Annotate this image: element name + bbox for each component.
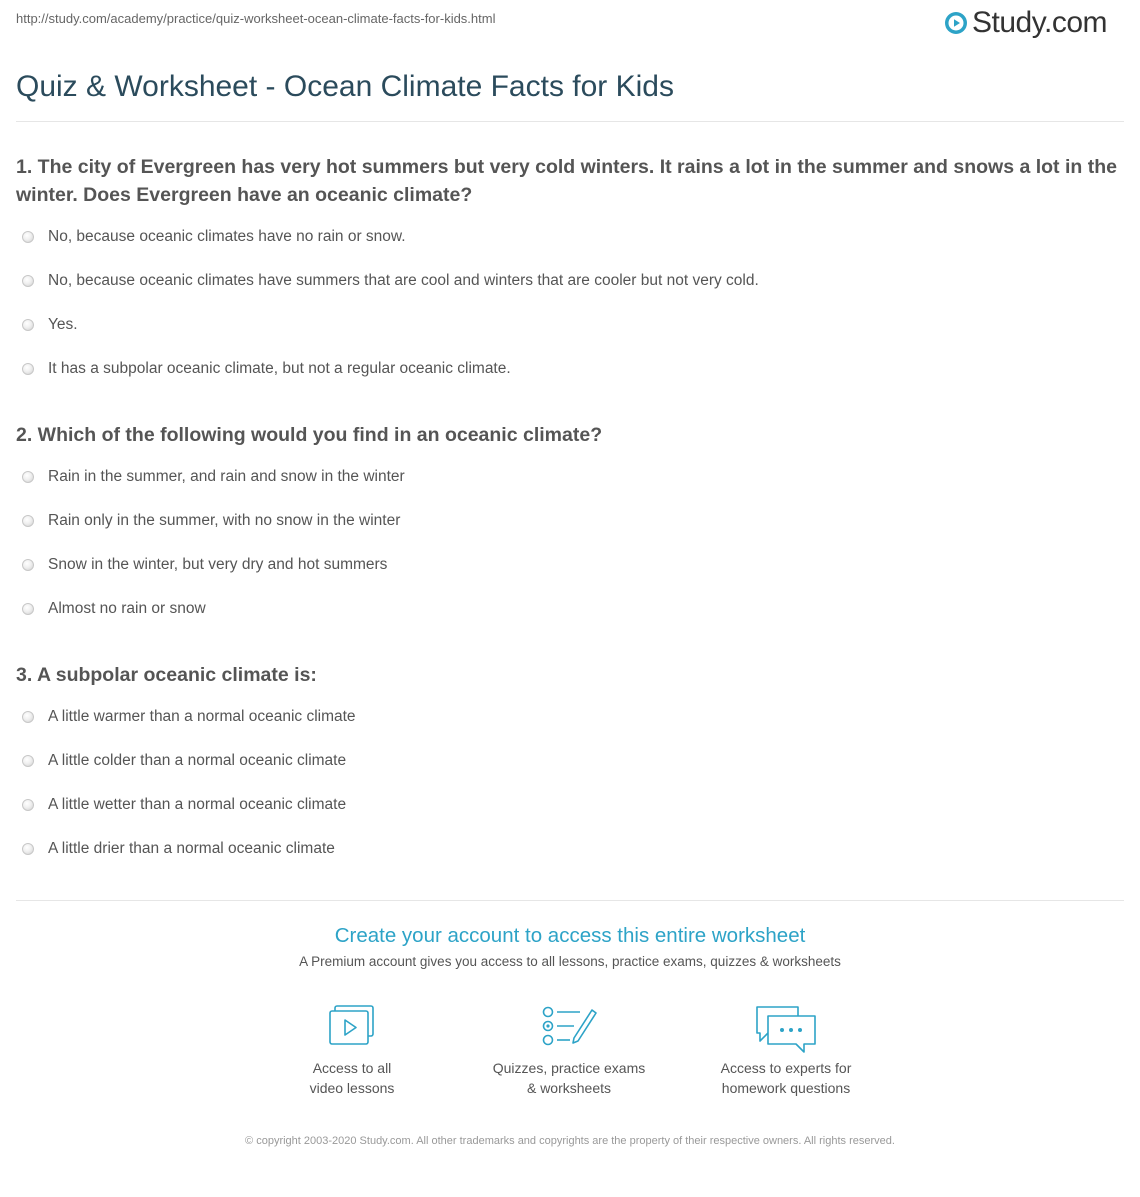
feature-label-line1: Access to experts for <box>720 1060 852 1076</box>
option-label: Almost no rain or snow <box>48 600 206 617</box>
page-url: http://study.com/academy/practice/quiz-worksheet-ocean-climate-facts-for-kids.html <box>16 11 496 26</box>
cta-divider <box>16 900 1124 901</box>
q2-option-3[interactable] <box>22 556 387 574</box>
radio-button[interactable] <box>22 231 34 243</box>
option-label: A little warmer than a normal oceanic climate <box>48 708 356 725</box>
feature-label-line2: video lessons <box>309 1080 395 1096</box>
q2-option-2[interactable] <box>22 512 400 530</box>
option-label: Rain in the summer, and rain and snow in the winter <box>48 468 405 485</box>
q2-option-1[interactable] <box>22 468 405 486</box>
radio-button[interactable] <box>22 711 34 723</box>
feature-experts <box>686 1004 886 1098</box>
radio-button[interactable] <box>22 471 34 483</box>
radio-button[interactable] <box>22 275 34 287</box>
option-label: It has a subpolar oceanic climate, but not a regular oceanic climate. <box>48 360 511 377</box>
radio-button[interactable] <box>22 515 34 527</box>
play-circle-icon <box>944 11 968 35</box>
feature-video-lessons <box>252 1004 452 1098</box>
study-logo[interactable] <box>944 6 1107 40</box>
title-divider <box>16 121 1124 122</box>
q3-option-3[interactable] <box>22 796 346 814</box>
q3-option-2[interactable] <box>22 752 346 770</box>
q1-option-2[interactable] <box>22 272 759 290</box>
radio-button[interactable] <box>22 559 34 571</box>
q1-option-4[interactable] <box>22 360 511 378</box>
feature-label-line1: Access to all <box>312 1060 392 1076</box>
feature-label-line2: & worksheets <box>526 1080 612 1096</box>
radio-button[interactable] <box>22 603 34 615</box>
create-account-link[interactable]: Create your account to access this entire worksheet <box>334 924 806 947</box>
option-label: A little drier than a normal oceanic climate <box>48 840 335 857</box>
question-3: 3. A subpolar oceanic climate is: <box>16 664 317 686</box>
q1-option-1[interactable] <box>22 228 406 246</box>
question-1: 1. The city of Evergreen has very hot summers but very cold winters. It rains a lot in the summer and snows a lot in the winter. Does Evergreen have an oceanic climate? <box>16 156 1117 206</box>
q1-option-3[interactable] <box>22 316 78 334</box>
cta-subtitle: A Premium account gives you access to all lessons, practice exams, quizzes & worksheets <box>299 954 841 969</box>
q3-option-1[interactable] <box>22 708 356 726</box>
radio-button[interactable] <box>22 843 34 855</box>
option-label: A little wetter than a normal oceanic climate <box>48 796 347 813</box>
option-label: No, because oceanic climates have summers that are cool and winters that are cooler but not very cold. <box>48 272 759 289</box>
feature-quizzes <box>469 1004 669 1098</box>
option-label: A little colder than a normal oceanic climate <box>48 752 347 769</box>
chat-bubbles-icon <box>754 1004 818 1054</box>
video-lessons-icon <box>326 1004 378 1048</box>
option-label: Snow in the winter, but very dry and hot summers <box>48 556 388 573</box>
logo-text: Study.com <box>972 6 1107 39</box>
q3-option-4[interactable] <box>22 840 335 858</box>
radio-button[interactable] <box>22 319 34 331</box>
radio-button[interactable] <box>22 363 34 375</box>
q2-option-4[interactable] <box>22 600 206 618</box>
feature-label-line2: homework questions <box>721 1080 851 1096</box>
copyright-notice: © copyright 2003-2020 Study.com. All other trademarks and copyrights are the property of their respective owners. All rights reserved. <box>245 1135 895 1147</box>
quiz-checklist-icon <box>540 1004 598 1048</box>
radio-button[interactable] <box>22 755 34 767</box>
option-label: Rain only in the summer, with no snow in the winter <box>48 512 401 529</box>
page-title: Quiz & Worksheet - Ocean Climate Facts for Kids <box>16 70 674 103</box>
feature-label-line1: Quizzes, practice exams <box>492 1060 646 1076</box>
option-label: Yes. <box>48 316 78 333</box>
radio-button[interactable] <box>22 799 34 811</box>
question-2: 2. Which of the following would you find in an oceanic climate? <box>16 424 603 446</box>
option-label: No, because oceanic climates have no rain or snow. <box>48 228 406 245</box>
